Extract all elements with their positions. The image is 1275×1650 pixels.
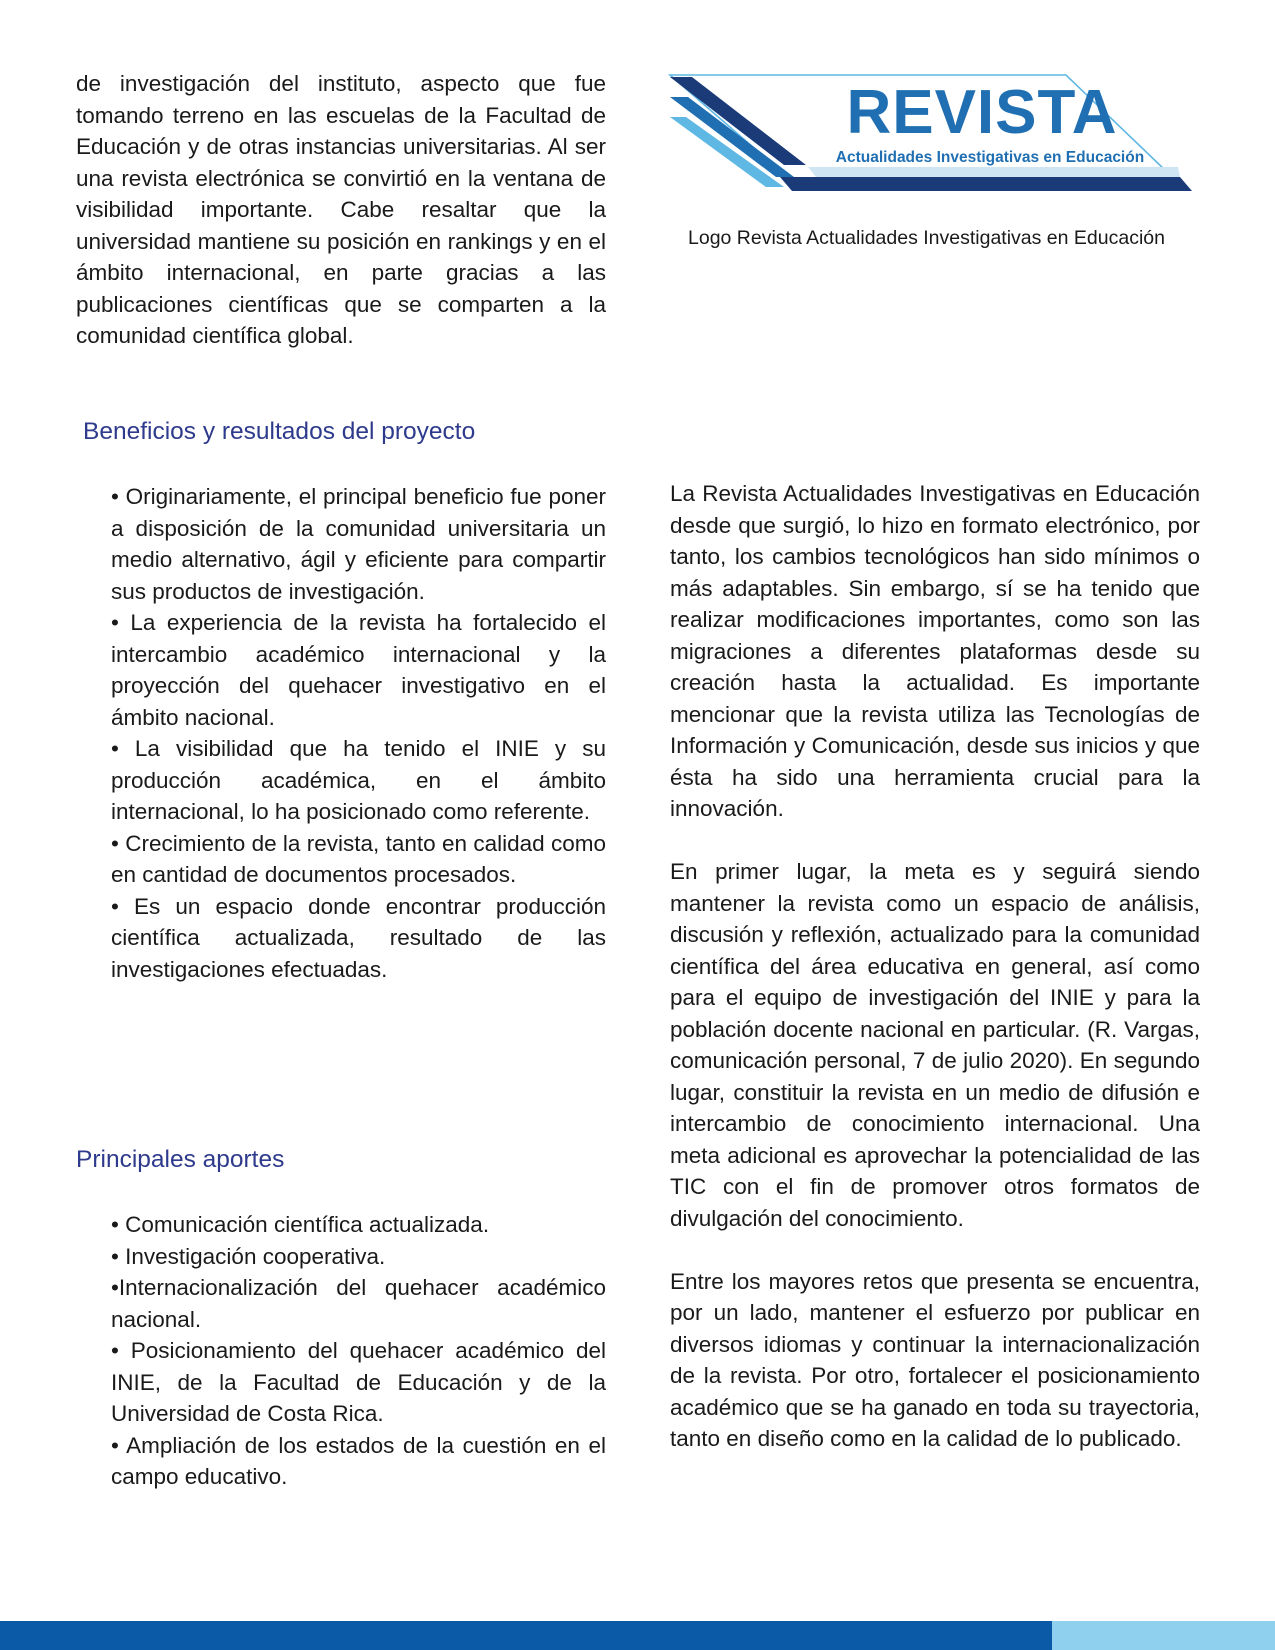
logo-caption: Logo Revista Actualidades Investigativas en Educación bbox=[688, 227, 1165, 249]
right-paragraph-2: En primer lugar, la meta es y seguirá siendo mantener la revista como un espacio de análisis, discusión y reflexión, actualizado para la comunidad científica del área educativa en general, así como para el equipo de investigación del INIE y para la población docente nacional en particular. (R. Vargas, comunicación personal, 7 de julio 2020). En segundo lugar, constituir la revista en un medio de difusión e intercambio de conocimiento internacional. Una meta adicional es aprovechar la potencialidad de las TIC con el fin de promover otros formatos de divulgación del conocimiento. bbox=[670, 859, 1200, 1231]
revista-logo bbox=[668, 73, 1200, 193]
list-item: • Posicionamiento del quehacer académico del INIE, de la Facultad de Educación y de la Universidad de Costa Rica. bbox=[111, 1338, 606, 1426]
list-item: • Ampliación de los estados de la cuestión en el campo educativo. bbox=[111, 1432, 606, 1489]
list-item: • Investigación cooperativa. bbox=[111, 1243, 386, 1269]
list-item: • Es un espacio donde encontrar producción científica actualizada, resultado de las investigaciones efectuadas. bbox=[111, 893, 606, 982]
list-item: • La visibilidad que ha tenido el INIE y su producción académica, en el ámbito internacional, lo ha posicionado como referente. bbox=[111, 736, 606, 824]
list-item: • Crecimiento de la revista, tanto en calidad como en cantidad de documentos procesados. bbox=[111, 830, 606, 887]
list-item: • Comunicación científica actualizada. bbox=[111, 1212, 490, 1237]
list-item: • Originariamente, el principal beneficio fue poner a disposición de la comunidad universitaria un medio alternativo, ágil y eficiente para compartir sus productos de investigación. bbox=[111, 484, 606, 604]
beneficios-heading: Beneficios y resultados del proyecto bbox=[83, 418, 476, 445]
right-column bbox=[670, 478, 1200, 1455]
paragraph-gap bbox=[670, 825, 1200, 857]
logo-subtitle: Actualidades Investigativas en Educación bbox=[835, 149, 1145, 166]
list-item: •Internacionalización del quehacer académico nacional. bbox=[111, 1275, 606, 1332]
logo-band-inner bbox=[808, 167, 1180, 177]
intro-paragraph: de investigación del instituto, aspecto que fue tomando terreno en las escuelas de la Facultad de Educación y de otras instancias universitarias. Al ser una revista electrónica se convirtió en la ventana de visibilidad importante. Cabe resaltar que la universidad mantiene su posición en rankings y en el ámbito internacional, en parte gracias a las publicaciones científicas que se comparten a la comunidad científica global. bbox=[76, 71, 606, 348]
logo-band bbox=[780, 177, 1192, 191]
right-paragraph-3: Entre los mayores retos que presenta se encuentra, por un lado, mantener el esfuerzo por publicar en diversos idiomas y continuar la internacionalización de la revista. Por otro, fortalecer el posicionamiento académico que se ha ganado en toda su trayectoria, tanto en diseño como en la calidad de lo publicado. bbox=[670, 1268, 1200, 1451]
footer-bar-dark bbox=[0, 1621, 1052, 1650]
logo-title: REVISTA bbox=[846, 78, 1118, 147]
beneficios-list bbox=[111, 481, 606, 985]
aportes-list bbox=[111, 1209, 606, 1493]
list-item: • La experiencia de la revista ha fortalecido el intercambio académico internacional y la proyección del quehacer investigativo en el ámbito nacional. bbox=[111, 610, 606, 730]
right-paragraph-1: La Revista Actualidades Investigativas en Educación desde que surgió, lo hizo en formato electrónico, por tanto, los cambios tecnológicos han sido mínimos o más adaptables. Sin embargo, sí se ha tenido que realizar modificaciones importantes, como son las migraciones a diferentes plataformas desde su creación hasta la actualidad. Es importante mencionar que la revista utiliza las Tecnologías de Información y Comunicación, desde sus inicios y que ésta ha sido una herramienta crucial para la innovación. bbox=[670, 481, 1200, 821]
aportes-heading: Principales aportes bbox=[76, 1146, 285, 1173]
footer-bar-light bbox=[1052, 1621, 1275, 1650]
paragraph-gap bbox=[670, 1234, 1200, 1266]
